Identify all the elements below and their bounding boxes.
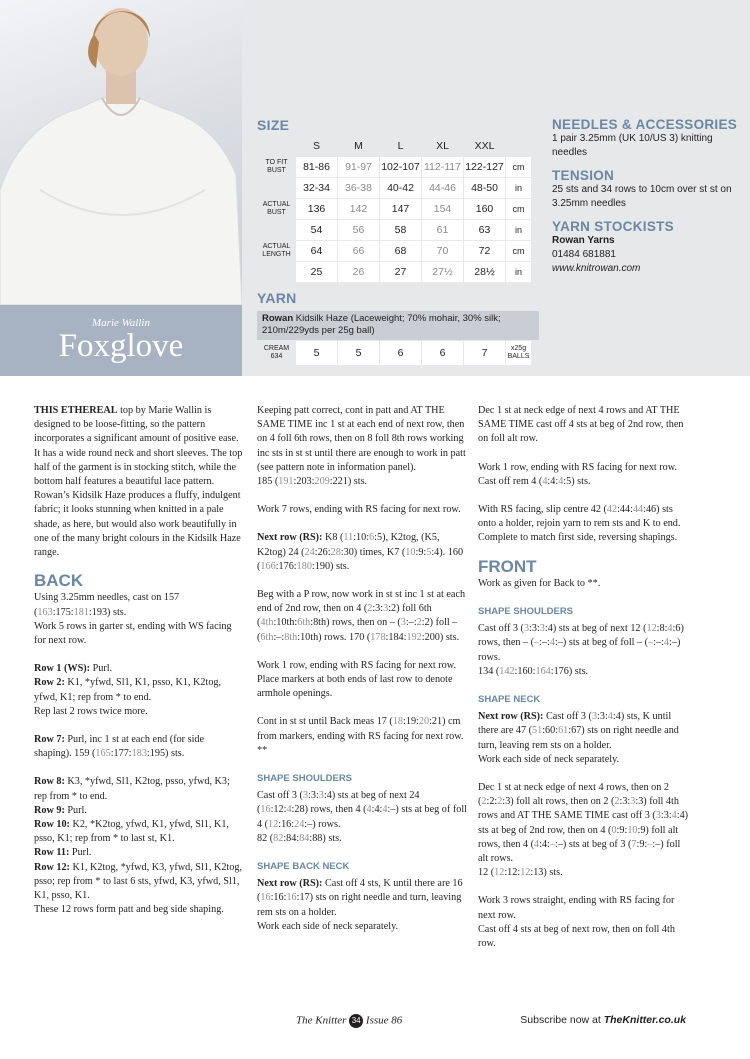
row-label: [258, 178, 296, 199]
unit: x25g BALLS: [506, 341, 532, 366]
model-figure: [0, 0, 242, 305]
shape-shoulders-heading: SHAPE SHOULDERS: [257, 773, 353, 785]
tension-heading: TENSION: [552, 168, 615, 183]
model-photo: [0, 0, 242, 305]
cell: 154: [422, 199, 464, 220]
footer-left: [296, 1014, 402, 1028]
c3-p7: Dec 1 st at neck edge of next 4 rows, then on 2 (2:2:2:3) foll alt rows, then on 2 (2:3:3:3) foll 4th rows and AT THE SAME TIME cast off 3 (3:3:4:4) sts at beg of 2nd row, then on 4 (0:9:10:9) foll alt rows, then 4 (4:4:–:–) sts at beg of 3 (7:9:–:–) foll alt rows. 12 (12:12:12:13) sts.: [478, 782, 689, 879]
row-label: ACTUAL BUST: [258, 199, 296, 220]
intro: THIS ETHEREAL top by Marie Wallin is designed to be loose-fitting, so the pattern incorporates a significant amount of positive ease. It has a wide round neck and short sleeves. The top half of the garment is in stocking stitch, while the bottom half features a beautiful lace pattern. Rowan’s Kidsilk Haze produces a fluffy, indulgent fabric; it looks stunning when knitted in a pale shade, as here, but would also work beautifully in one of the many bright colours in the Kidsilk Haze range.: [34, 405, 243, 559]
unit: cm: [506, 241, 532, 262]
cell: 25: [296, 262, 338, 283]
cell: 54: [296, 220, 338, 241]
cell: 58: [380, 220, 422, 241]
subscribe-text: Subscribe now at: [520, 1014, 604, 1026]
cell: 27½: [422, 262, 464, 283]
yarn-table: [257, 340, 532, 366]
cell: 5: [338, 341, 380, 366]
cell: 160: [464, 199, 506, 220]
cell: 27: [380, 262, 422, 283]
yarn-desc: Kidsilk Haze (Laceweight; 70% mohair, 30% silk; 210m/229yds per 25g ball): [262, 313, 501, 336]
c2-p6: Cont in st st until Back meas 17 (18:19:20:21) cm from markers, ending with RS facing for next row. **: [257, 716, 464, 756]
size-table: [257, 135, 532, 283]
size-col: XXL: [464, 136, 506, 157]
cell: 61: [422, 220, 464, 241]
title-box: [0, 305, 242, 376]
shape-back-neck-heading: SHAPE BACK NECK: [257, 861, 350, 873]
c2-p7: Cast off 3 (3:3:3:4) sts at beg of next 24 (16:12:4:28) rows, then 4 (4:4:4:–) sts at beg of foll 4 (12:16:24:–) rows. 82 (82:84:84:88) sts.: [257, 790, 467, 844]
c2-p8: Next row (RS): Cast off 4 sts, K until there are 16 (16:16:16:17) sts on right needle and turn, leaving rem sts on a holder. Work each side of neck separately.: [257, 878, 463, 932]
cell: 48-50: [464, 178, 506, 199]
yarn-brand: Rowan: [262, 313, 294, 324]
size-header-row: [258, 136, 532, 157]
stockist-phone: 01484 681881: [552, 249, 616, 260]
size-row: [258, 199, 532, 220]
cell: 142: [338, 199, 380, 220]
cell: 68: [380, 241, 422, 262]
unit: in: [506, 220, 532, 241]
yarn-colour: CREAM 634: [258, 341, 296, 366]
row-label: [258, 262, 296, 283]
rows-1-2: Row 1 (WS): Purl. Row 2: K1, *yfwd, Sl1, K1, psso, K1, K2tog, yfwd, K1; rep from * to end. Rep last 2 rows twice more.: [34, 663, 222, 717]
cell: 64: [296, 241, 338, 262]
cell: 5: [296, 341, 338, 366]
cell: 56: [338, 220, 380, 241]
c3-p2: Work 1 row, ending with RS facing for next row. Cast off rem 4 (4:4:4:5) sts.: [478, 461, 678, 487]
cell: 6: [422, 341, 464, 366]
row-label: TO FIT BUST: [258, 157, 296, 178]
designer-name: Marie Wallin: [92, 317, 150, 329]
size-row: [258, 157, 532, 178]
back-cast-on: Using 3.25mm needles, cast on 157 (163:175:181:193) sts. Work 5 rows in garter st, ending with WS facing for next row.: [34, 592, 232, 647]
size-col: L: [380, 136, 422, 157]
stockist-name: Rowan Yarns: [552, 235, 615, 246]
cell: 70: [422, 241, 464, 262]
back-heading: BACK: [34, 571, 84, 591]
size-row: [258, 220, 532, 241]
c3-p1: Dec 1 st at neck edge of next 4 rows and AT THE SAME TIME cast off 4 sts at beg of 2nd row, then on foll alt row.: [478, 405, 684, 445]
size-row: [258, 241, 532, 262]
shape-neck-heading: SHAPE NECK: [478, 694, 541, 706]
c2-p3: Next row (RS): K8 (11:10:6:5), K2tog, (K5, K2tog) 24 (24:26:28:30) times, K7 (10:9:5:4). 160 (166:176:180:190) sts.: [257, 532, 464, 572]
needles-heading: NEEDLES & ACCESSORIES: [552, 117, 738, 132]
tension-text: 25 sts and 34 rows to 10cm over st st on 3.25mm needles: [552, 184, 732, 209]
row-label: [258, 220, 296, 241]
cell: 66: [338, 241, 380, 262]
cell: 72: [464, 241, 506, 262]
footer: [0, 1014, 750, 1032]
size-heading: SIZE: [257, 117, 290, 133]
cell: 26: [338, 262, 380, 283]
size-col: S: [296, 136, 338, 157]
stockists-heading: YARN STOCKISTS: [552, 219, 674, 234]
yarn-heading: YARN: [257, 290, 297, 306]
column-1: [34, 404, 244, 932]
cell: 36-38: [338, 178, 380, 199]
cell: 81-86: [296, 157, 338, 178]
subscribe-url: TheKnitter.co.uk: [603, 1014, 686, 1026]
cell: 122-127: [464, 157, 506, 178]
front-shape-shoulders-heading: SHAPE SHOULDERS: [478, 606, 574, 618]
issue-number: Issue 86: [365, 1014, 403, 1027]
yarn-row: [258, 341, 532, 366]
magazine-name: The Knitter: [296, 1014, 347, 1027]
cell: 102-107: [380, 157, 422, 178]
column-3: [478, 404, 693, 965]
pattern-title: Foxglove: [58, 328, 184, 364]
size-row: [258, 178, 532, 199]
row-7: Row 7: Purl, inc 1 st at each end (for side shaping). 159 (165:177:183:195) sts.: [34, 734, 205, 760]
cell: 40-42: [380, 178, 422, 199]
cell: 91-97: [338, 157, 380, 178]
unit: in: [506, 178, 532, 199]
cell: 6: [380, 341, 422, 366]
c3-p5: Cast off 3 (3:3:3:4) sts at beg of next 12 (12:8:4:6) rows, then – (–:–:4:–) sts at beg of foll – (–:–:4:–) rows. 134 (142:160:164:176) sts.: [478, 623, 684, 677]
c2-p5: Work 1 row, ending with RS facing for next row. Place markers at both ends of last row to denote armhole openings.: [257, 659, 457, 700]
info-column: [552, 117, 748, 276]
cell: 32-34: [296, 178, 338, 199]
yarn-description: [257, 311, 539, 340]
c3-p3: With RS facing, slip centre 42 (42:44:44:46) sts onto a holder, rejoin yarn to rem sts and K to end. Complete to match first side, reversing shapings.: [478, 504, 681, 544]
size-col: M: [338, 136, 380, 157]
needles-text: 1 pair 3.25mm (UK 10/US 3) knitting needles: [552, 133, 713, 158]
c3-p6: Next row (RS): Cast off 3 (3:3:4:4) sts, K until there are 47 (51:60:61:67) sts on right needle and turn, leaving rem sts on a holder. Work each side of neck separately.: [478, 711, 679, 765]
column-2: [257, 404, 467, 948]
cell: 112-117: [422, 157, 464, 178]
cell: 7: [464, 341, 506, 366]
unit: in: [506, 262, 532, 283]
c2-p4: Beg with a P row, now work in st st inc 1 st at each end of 2nd row, then on 4 (2:3:3:2) foll 6th (4th:10th:6th:8th) rows, then on – (3:–:2:2) foll – (6th:–:8th:10th) rows. 170 (178:184:192:200) sts.: [257, 589, 466, 643]
c3-p4: Work as given for Back to **.: [478, 577, 601, 589]
cell: 147: [380, 199, 422, 220]
cell: 63: [464, 220, 506, 241]
c2-p1: Keeping patt correct, cont in patt and AT THE SAME TIME inc 1 st at each end of next row, then on 4 foll 6th rows, then on 8 foll 8th rows working inc sts in st st until there are enough to work in patt (see pattern note in information panel). 185 (191:203:209:221) sts.: [257, 405, 466, 488]
subscribe-link[interactable]: [520, 1014, 686, 1026]
cell: 44-46: [422, 178, 464, 199]
cell: 136: [296, 199, 338, 220]
rows-8-12: Row 8: K3, *yfwd, Sl1, K2tog, psso, yfwd, K3; rep from * to end. Row 9: Purl. Row 10: K2, *K2tog, yfwd, K1, yfwd, Sl1, K1, psso, K1; rep from * to last st, K1. Row 11: Purl. Row 12: K1, K2tog, *yfwd, K3, yfwd, Sl1, K2tog, psso; rep from * to last 6 sts, yfwd, K3, yfwd, Sl1, K1, psso, K1. These 12 rows form patt and beg side shaping.: [34, 776, 242, 916]
c3-p8: Work 3 rows straight, ending with RS facing for next row. Cast off 4 sts at beg of next row, then on foll 4th row.: [478, 895, 675, 950]
row-label: ACTUAL LENGTH: [258, 241, 296, 262]
unit: cm: [506, 157, 532, 178]
stockist-web: www.knitrowan.com: [552, 263, 641, 274]
unit: cm: [506, 199, 532, 220]
cell: 28½: [464, 262, 506, 283]
c2-p2: Work 7 rows, ending with RS facing for next row.: [257, 504, 461, 516]
page-number: 34: [349, 1014, 363, 1028]
size-row: [258, 262, 532, 283]
front-heading: FRONT: [478, 556, 537, 576]
size-col: XL: [422, 136, 464, 157]
